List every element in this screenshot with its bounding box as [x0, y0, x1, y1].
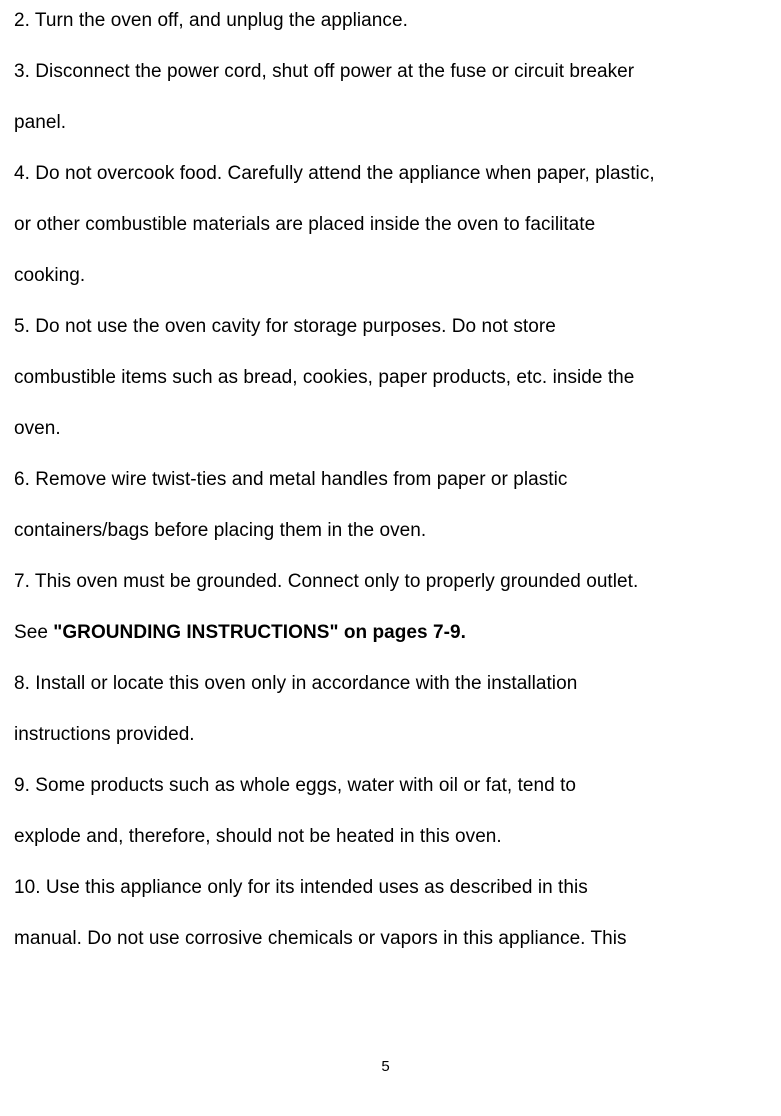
text-line: 6. Remove wire twist-ties and metal handles from paper or plastic	[14, 469, 568, 490]
text-line: 5. Do not use the oven cavity for storage purposes. Do not store	[14, 316, 556, 337]
see-suffix: .	[460, 622, 466, 643]
text-line: instructions provided.	[14, 724, 195, 745]
text-line: combustible items such as bread, cookies, paper products, etc. inside the	[14, 367, 635, 388]
grounding-reference-line	[14, 616, 774, 667]
grounding-instructions-reference: "GROUNDING INSTRUCTIONS" on pages 7-9	[53, 622, 461, 643]
see-prefix: See	[14, 622, 54, 643]
text-line: manual. Do not use corrosive chemicals or vapors in this appliance. This	[14, 928, 627, 949]
page-number: 5	[381, 1058, 390, 1075]
text-line: explode and, therefore, should not be heated in this oven.	[14, 826, 502, 847]
document-body	[14, 4, 774, 973]
text-line: 10. Use this appliance only for its intended uses as described in this	[14, 877, 588, 898]
text-line: 3. Disconnect the power cord, shut off power at the fuse or circuit breaker	[14, 61, 635, 82]
text-line: 2. Turn the oven off, and unplug the appliance.	[14, 10, 408, 31]
text-line: 7. This oven must be grounded. Connect only to properly grounded outlet.	[14, 571, 639, 592]
text-line: 4. Do not overcook food. Carefully attend the appliance when paper, plastic,	[14, 163, 655, 184]
text-line: oven.	[14, 418, 61, 439]
text-line: 9. Some products such as whole eggs, water with oil or fat, tend to	[14, 775, 577, 796]
text-line: or other combustible materials are placed inside the oven to facilitate	[14, 214, 596, 235]
text-line: containers/bags before placing them in the oven.	[14, 520, 427, 541]
text-line: 8. Install or locate this oven only in accordance with the installation	[14, 673, 578, 694]
text-line: cooking.	[14, 265, 86, 286]
text-line: panel.	[14, 112, 67, 133]
